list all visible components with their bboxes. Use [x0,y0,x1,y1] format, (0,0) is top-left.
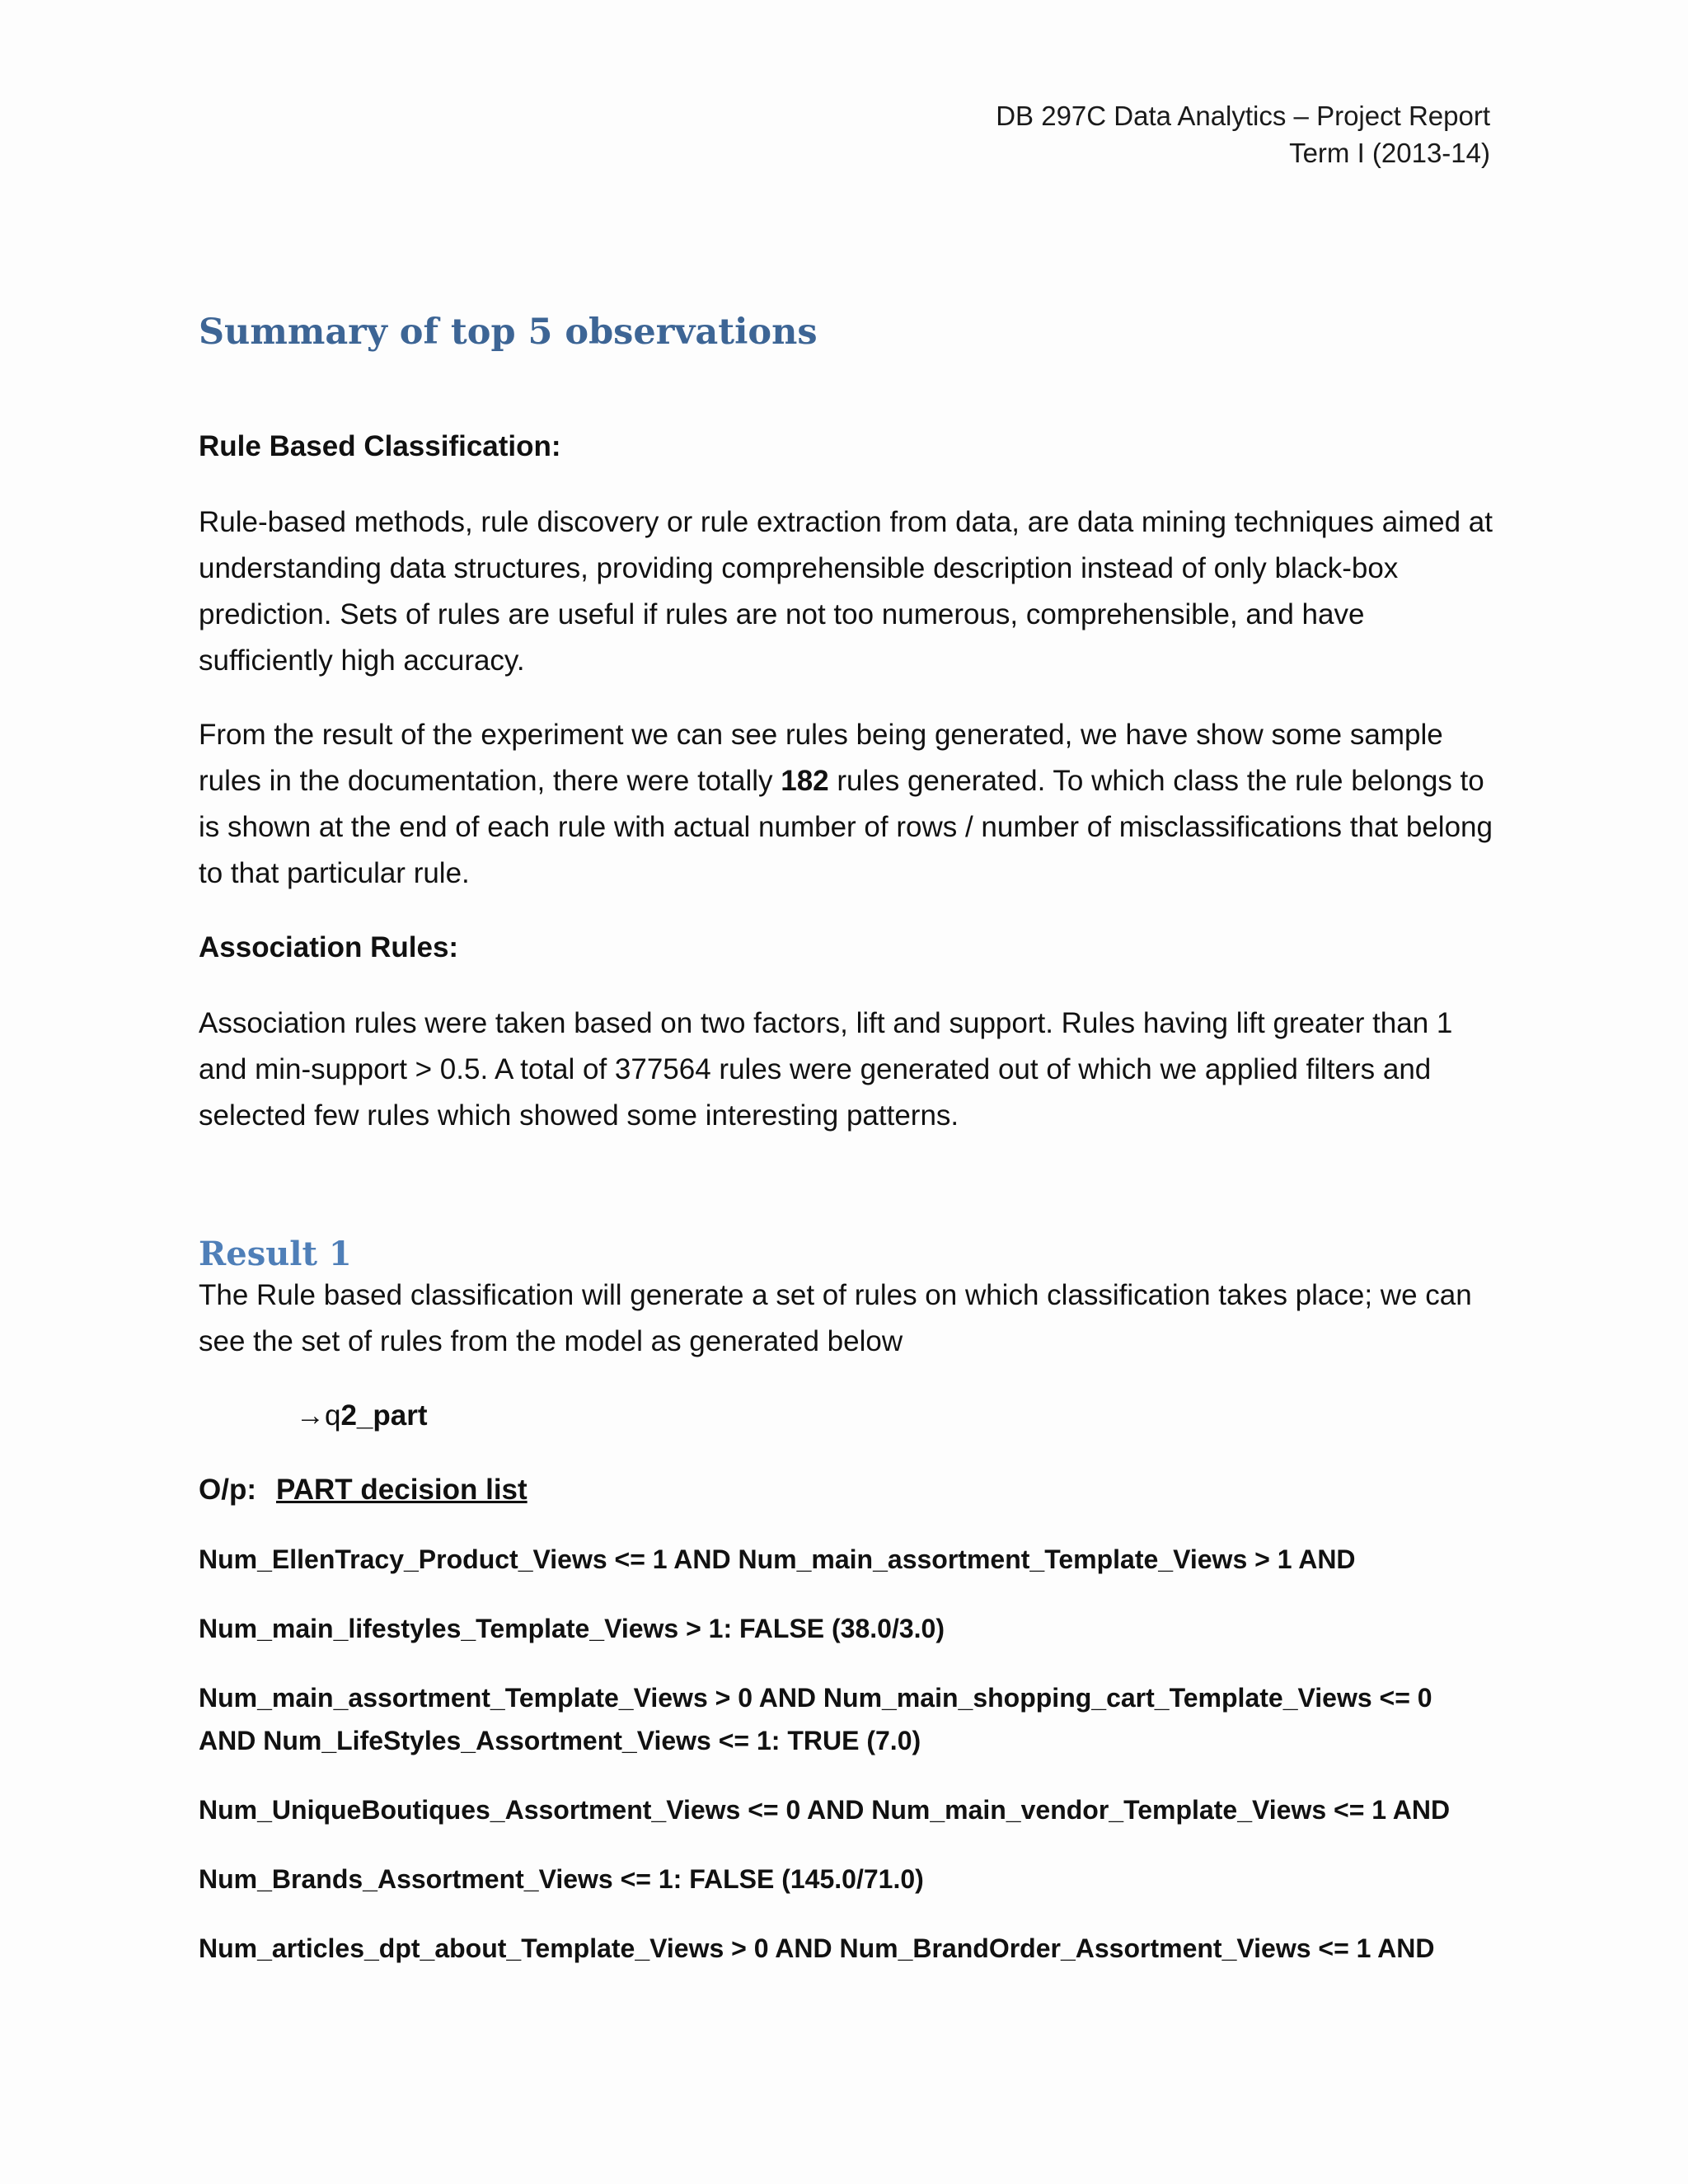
rule-line: Num_main_assortment_Template_Views > 0 AND Num_main_shopping_cart_Template_Views <= 0 AND Num_LifeStyles_Assortment_Views <= 1: TRUE (7.0) [199,1683,1432,1756]
rule-line: Num_Brands_Assortment_Views <= 1: FALSE (145.0/71.0) [199,1864,924,1895]
output-label: O/p: [199,1474,256,1507]
page-header [996,97,1490,171]
association-heading: Association Rules: [199,931,459,964]
rule-line: Num_UniqueBoutiques_Assortment_Views <= 0 AND Num_main_vendor_Template_Views <= 1 AND [199,1795,1451,1825]
result-1-title: Result 1 [199,1235,352,1274]
section-title: Summary of top 5 observations [199,312,818,353]
rule-based-paragraph-1: Rule-based methods, rule discovery or rule extraction from data, are data mining techniques aimed at understanding data structures, providing comprehensible description instead of only black-box prediction. Sets of rules are useful if rules are not too numerous, comprehensible, and have sufficiently high accuracy. [199,506,1493,677]
rule-line: Num_articles_dpt_about_Template_Views > 0 AND Num_BrandOrder_Assortment_Views <= 1 AND [199,1933,1435,1964]
para2-text-before: From the result of the experiment we can see rules being generated, we have show some sample rules in the documentation, there were totally [199,719,1443,798]
output-title: PART decision list [275,1474,528,1507]
rule-based-paragraph-2 [199,712,1493,897]
rule-line: Num_EllenTracy_Product_Views <= 1 AND Num_main_assortment_Template_Views > 1 AND [199,1544,1356,1575]
header-term: Term I (2013-14) [1289,138,1490,168]
rule-line: Num_main_lifestyles_Template_Views > 1: FALSE (38.0/3.0) [199,1614,945,1644]
command-prefix: q [325,1399,341,1432]
output-line [199,1467,1493,1513]
command-line [199,1393,1493,1439]
para2-text-after: rules generated. To which class the rule belongs to is shown at the end of each rule with actual number of rows / number of misclassifications that belong to that particular rule. [199,765,1493,890]
rule-count: 182 [781,765,829,798]
rule-based-heading: Rule Based Classification: [199,430,561,463]
association-paragraph: Association rules were taken based on two factors, lift and support. Rules having lift greater than 1 and min-support > 0.5. A total of 377564 rules were generated out of which we applied filters and selected few rules which showed some interesting patterns. [199,1007,1453,1132]
arrow-icon: → [296,1399,325,1432]
command-name: 2_part [340,1399,428,1432]
result-1-paragraph: The Rule based classification will generate a set of rules on which classification takes place; we can see the set of rules from the model as generated below [199,1279,1472,1358]
header-course-title: DB 297C Data Analytics – Project Report [996,101,1490,131]
document-body [199,313,1493,1996]
